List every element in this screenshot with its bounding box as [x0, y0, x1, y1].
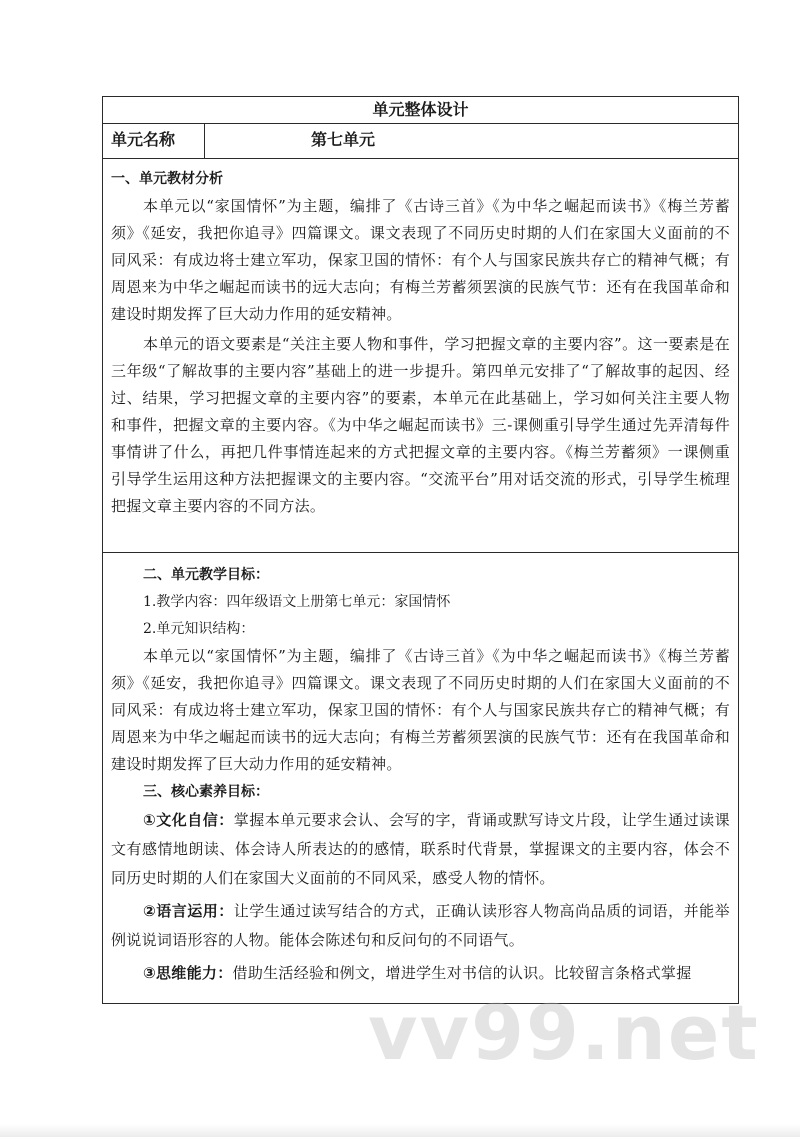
knowledge-structure-item: 2.单元知识结构： [143, 621, 255, 637]
unit-name-value: 第七单元 [311, 130, 376, 149]
unit-design-table [102, 96, 739, 1004]
core-goal-language [111, 897, 730, 955]
page-bottom-edge [0, 1124, 800, 1137]
goals-section [103, 553, 738, 1003]
teaching-content-item: 1.教学内容：四年级语文上册第七单元：家国情怀 [143, 594, 451, 610]
core-goal-label: ③思维能力： [143, 964, 233, 982]
knowledge-structure-text: 本单元以“家国情怀”为主题，编排了《古诗三首》《为中华之崛起而读书》《梅兰芳蓄须》《延安，我把你追寻》四篇课文。课文表现了不同历史时期的人们在家国大义面前的不同风采：有成边将士建立军功，保家卫国的情怀：有个人与国家民族共存亡的精神气概；有周恩来为中华之崛起而读书的远大志向；有梅兰芳蓄须罢演的民族气节：还有在我国革命和建设时期发挥了巨大动力作用的延安精神。 [111, 647, 730, 773]
goals-heading: 二、单元教学目标： [143, 567, 269, 583]
core-goal-thinking [111, 959, 730, 988]
analysis-section [103, 159, 738, 553]
core-goal-text: 借助生活经验和例文，增进学生对书信的认识。比较留言条格式掌握 [232, 964, 692, 982]
table-title: 单元整体设计 [103, 97, 738, 124]
core-literacy-heading: 三、核心素养目标： [143, 784, 269, 800]
core-goal-text: 让学生通过读写结合的方式，正确认读形容人物高尚品质的词语，并能举例说说词语形容的人物。能体会陈述句和反问句的不同语气。 [111, 902, 730, 949]
watermark: vv99.net [368, 988, 760, 1077]
analysis-paragraph: 本单元以“家国情怀”为主题，编排了《古诗三首》《为中华之崛起而读书》《梅兰芳蓄须》《延安，我把你追寻》四篇课文。课文表现了不同历史时期的人们在家国大义面前的不同风采：有成边将士建立军功，保家卫国的情怀：有个人与国家民族共存亡的精神气概；有周恩来为中华之崛起而读书的远大志向；有梅兰芳蓄须罢演的民族气节：还有在我国革命和建设时期发挥了巨大动力作用的延安精神。 [111, 197, 730, 323]
core-goal-culture [111, 806, 730, 893]
analysis-paragraph: 本单元的语文要素是“关注主要人物和事件，学习把握文章的主要内容”。这一要素是在三年级“了解故事的主要内容”基础上的进一步提升。第四单元安排了“了解故事的起因、经过、结果，学习把握文章的主要内容”的要素，本单元在此基础上，学习如何关注主要人物和事件，把握文章的主要内容。《为中华之崛起而读书》三-课侧重引导学生通过先弄清每件事情讲了什么，再把几件事情连起来的方式把握文章的主要内容。《梅兰芳蓄须》一课侧重引导学生运用这种方法把握课文的主要内容。“交流平台”用对话交流的形式，引导学生梳理把握文章主要内容的不同方法。 [111, 335, 730, 515]
core-goal-label: ②语言运用： [143, 902, 234, 920]
unit-name-row [103, 124, 738, 159]
core-goal-text: 掌握本单元要求会认、会写的字，背诵或默写诗文片段，让学生通过读课文有感情地朗读、体会诗人所表达的的感情，联系时代背景，掌握课文的主要内容，体会不同历史时期的人们在家国大义面前的不同风采，感受人物的情怀。 [111, 811, 730, 887]
core-goal-label: ①文化自信： [143, 811, 234, 829]
analysis-heading: 一、单元教材分析 [111, 171, 223, 187]
unit-name-label: 单元名称 [103, 124, 205, 158]
